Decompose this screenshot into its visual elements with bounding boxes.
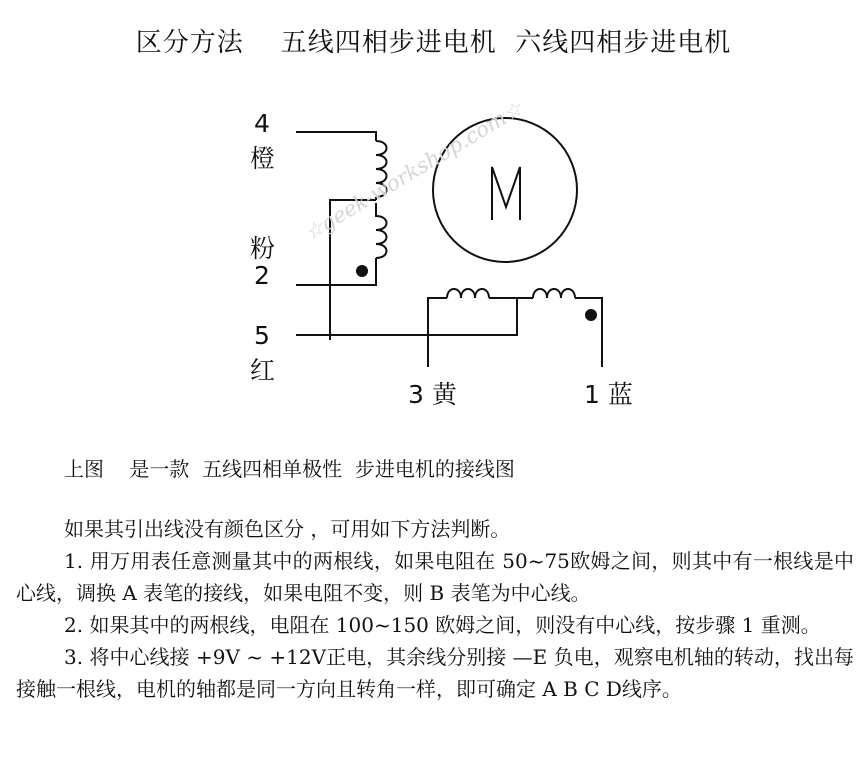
motor-m-glyph <box>492 167 520 220</box>
instructions <box>16 513 854 705</box>
wire-3-lead <box>428 298 447 367</box>
wire-4-lead <box>296 132 376 141</box>
label-wire-1: 1 蓝 <box>584 380 633 409</box>
coil-right-a <box>447 289 489 298</box>
label-wire-4-color: 橙 <box>250 144 276 173</box>
diagram-caption: 上图 是一款 五线四相单极性 步进电机的接线图 <box>64 457 515 481</box>
label-wire-2-number: 2 <box>254 261 270 290</box>
label-wire-5-number: 5 <box>254 321 270 350</box>
polarity-dot-left <box>356 265 368 277</box>
label-wire-4-number: 4 <box>254 109 270 138</box>
watermark-text: ☆geek-workshop.com☆ <box>300 96 527 246</box>
paragraph-step-1: 1. 用万用表任意测量其中的两根线，如果电阻在 50~75欧姆之间，则其中有一根线是中心线，调换 A 表笔的接线，如果电阻不变，则 B 表笔为中心线。 <box>16 549 854 605</box>
paragraph-step-3: 3. 将中心线接 +9V ~ +12V正电，其余线分别接 —E 负电，观察电机轴的转动，找出每接触一根线，电机的轴都是同一方向且转角一样，即可确定 A B C D线序。 <box>16 645 854 701</box>
label-wire-3: 3 黄 <box>408 380 457 409</box>
label-wire-5-color: 红 <box>250 356 276 385</box>
page-title: 区分方法 五线四相步进电机 六线四相步进电机 <box>135 28 732 58</box>
coil-right-b <box>533 289 575 298</box>
coil-lower <box>376 203 387 258</box>
paragraph-step-2: 2. 如果其中的两根线，电阻在 100~150 欧姆之间，则没有中心线，按步骤 1 重测。 <box>64 613 821 637</box>
wire-1-lead <box>575 298 602 367</box>
polarity-dot-right <box>585 309 597 321</box>
paragraph-intro: 如果其引出线没有颜色区分 ，可用如下方法判断。 <box>64 517 511 541</box>
label-wire-2-color: 粉 <box>250 234 276 263</box>
